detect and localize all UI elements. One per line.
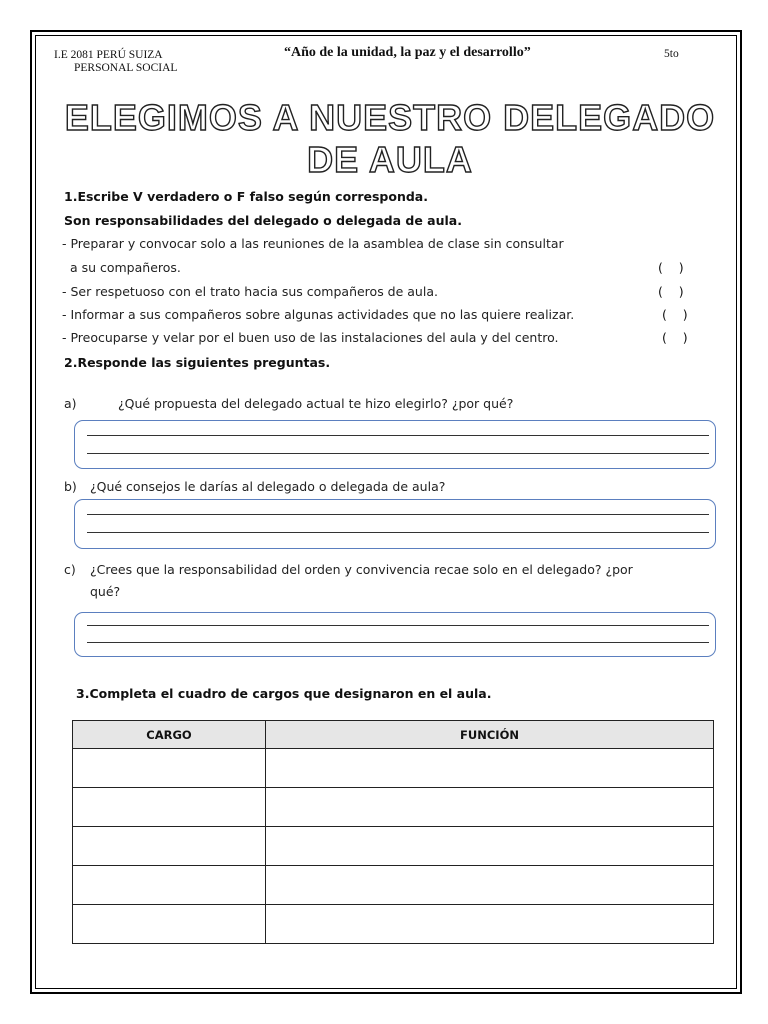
funcion-cell[interactable] (266, 905, 714, 944)
cargo-cell[interactable] (73, 788, 266, 827)
table-row (73, 749, 714, 788)
funcion-cell[interactable] (266, 788, 714, 827)
section3-heading: 3.Completa el cuadro de cargos que designaron en el aula. (76, 686, 492, 701)
table-header-row (73, 721, 714, 749)
column-header-cargo: CARGO (73, 721, 266, 749)
table-row (73, 905, 714, 944)
answer-line (87, 532, 709, 533)
answer-box-c[interactable] (74, 612, 716, 657)
answer-blank-2[interactable]: ( ) (658, 284, 684, 299)
answer-box-b[interactable] (74, 499, 716, 549)
answer-line (87, 514, 709, 515)
table-row (73, 788, 714, 827)
question-a-letter: a) (64, 396, 77, 411)
table-row (73, 827, 714, 866)
grade-label: 5to (664, 48, 679, 60)
answer-line (87, 625, 709, 626)
true-false-item-1: - Preparar y convocar solo a las reuniones de la asamblea de clase sin consultar (62, 236, 564, 251)
cargo-cell[interactable] (73, 827, 266, 866)
true-false-item-2: - Ser respetuoso con el trato hacia sus compañeros de aula. (62, 284, 438, 299)
answer-box-a[interactable] (74, 420, 716, 469)
funcion-cell[interactable] (266, 827, 714, 866)
answer-line (87, 435, 709, 436)
section2-heading: 2.Responde las siguientes preguntas. (64, 355, 331, 370)
answer-blank-4[interactable]: ( ) (662, 330, 688, 345)
funcion-cell[interactable] (266, 866, 714, 905)
question-a-text: ¿Qué propuesta del delegado actual te hizo elegirlo? ¿por qué? (118, 396, 514, 411)
year-motto: “Año de la unidad, la paz y el desarrollo” (284, 45, 531, 60)
answer-blank-1[interactable]: ( ) (658, 260, 684, 275)
table-row (73, 866, 714, 905)
true-false-item-4: - Preocuparse y velar por el buen uso de las instalaciones del aula y del centro. (62, 330, 559, 345)
question-b-text: ¿Qué consejos le darías al delegado o delegada de aula? (90, 479, 446, 494)
question-b-letter: b) (64, 479, 77, 494)
worksheet-title-line1: ELEGIMOS A NUESTRO DELEGADO (64, 97, 716, 138)
cargo-cell[interactable] (73, 749, 266, 788)
subject-area: PERSONAL SOCIAL (74, 62, 178, 74)
answer-line (87, 453, 709, 454)
true-false-item-1-cont: a su compañeros. (62, 260, 181, 275)
question-c-letter: c) (64, 562, 76, 577)
answer-line (87, 642, 709, 643)
cargo-cell[interactable] (73, 905, 266, 944)
cargos-table (72, 720, 714, 944)
worksheet-title-line2: DE AULA (307, 139, 473, 180)
section1-heading: 1.Escribe V verdadero o F falso según corresponda. (64, 189, 428, 204)
question-c-text: ¿Crees que la responsabilidad del orden y convivencia recae solo en el delegado? ¿por (90, 562, 633, 577)
school-name: I.E 2081 PERÚ SUIZA (54, 49, 163, 61)
funcion-cell[interactable] (266, 749, 714, 788)
question-c-text-cont: qué? (90, 584, 121, 599)
cargo-cell[interactable] (73, 866, 266, 905)
section1-subheading: Son responsabilidades del delegado o delegada de aula. (64, 213, 462, 228)
true-false-item-3: - Informar a sus compañeros sobre algunas actividades que no las quiere realizar. (62, 307, 575, 322)
column-header-funcion: FUNCIÓN (266, 721, 714, 749)
answer-blank-3[interactable]: ( ) (662, 307, 688, 322)
